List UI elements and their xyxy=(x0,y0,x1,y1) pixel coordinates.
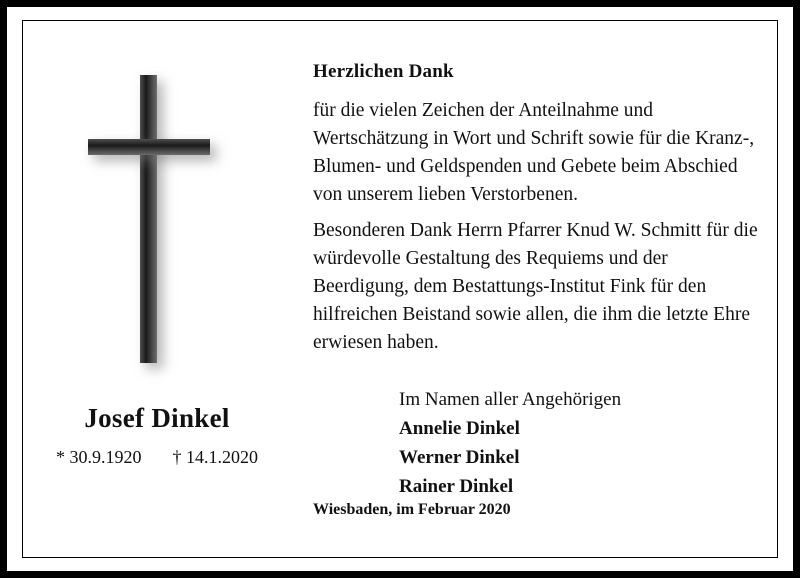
thanks-paragraph-1: für die vielen Zeichen der Anteilnahme und Wertschätzung in Wort und Schrift sowie für die Kranz-, Blumen- und Geldspenden und Gebete beim Abschied von unserem lieben Verstorbenen. xyxy=(313,100,755,205)
signature-name-1: Annelie Dinkel xyxy=(399,418,520,439)
death-date: 14.1.2020 xyxy=(186,447,258,467)
place-and-date-text: Wiesbaden, im Februar 2020 xyxy=(313,501,511,518)
cross-horizontal-bar xyxy=(88,139,210,155)
christian-cross-icon xyxy=(83,43,233,371)
birth-date: 30.9.1920 xyxy=(69,447,142,467)
signature-name-3: Rainer Dinkel xyxy=(399,476,514,497)
right-column xyxy=(291,21,777,557)
thanks-paragraph-2: Besonderen Dank Herrn Pfarrer Knud W. Schmitt für die würdevolle Gestaltung des Requiems und der Beerdigung, dem Bestattungs-Institut Fink für den hilfreichen Beistand sowie allen, die ihm die letzte Ehre erwiesen haben. xyxy=(313,220,758,353)
thanks-heading: Herzlichen Dank xyxy=(313,61,454,82)
cross-illustration xyxy=(23,43,291,373)
place-and-date xyxy=(313,501,511,519)
signature-intro: Im Namen aller Angehörigen xyxy=(399,389,622,410)
left-column xyxy=(23,21,291,557)
death-symbol: † xyxy=(172,447,182,467)
cross-vertical-bar xyxy=(140,75,157,363)
notice-content xyxy=(23,21,777,557)
signature-block xyxy=(399,385,759,501)
deceased-name: Josef Dinkel xyxy=(84,403,230,433)
signature-name-2: Werner Dinkel xyxy=(399,447,520,468)
deceased-dates xyxy=(23,447,291,468)
birth-symbol: * xyxy=(56,447,65,467)
